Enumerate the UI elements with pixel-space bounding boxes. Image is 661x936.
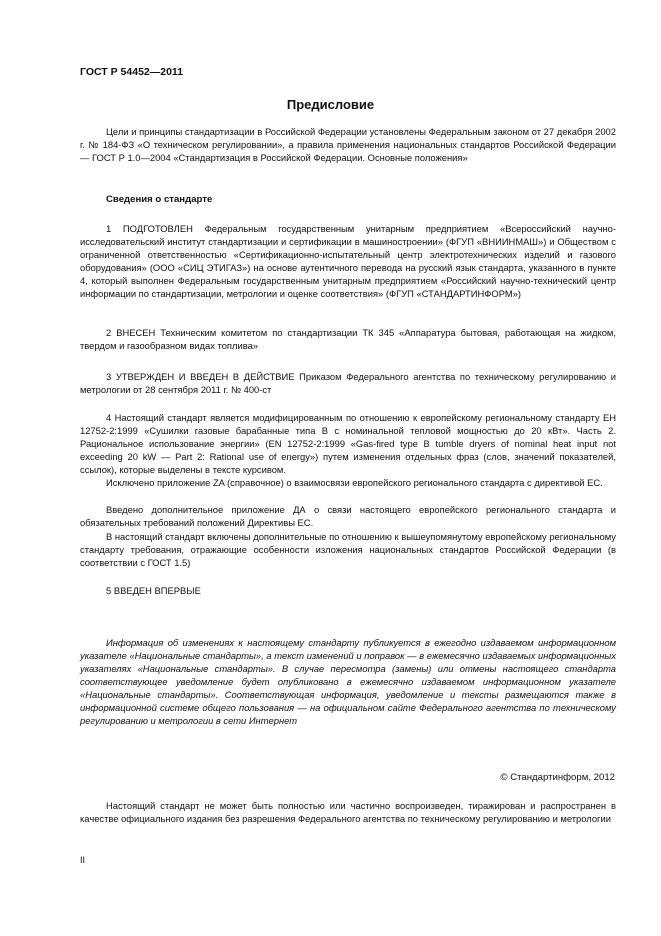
document-id: ГОСТ Р 54452—2011 (80, 66, 184, 78)
intro-paragraph: Цели и принципы стандартизации в Российской Федерации установлены Федеральным законом от 27 декабря 2002 г. № 184-ФЗ «О техническом регулировании», а правила применения национальных стандартов Российской Федерации — ГОСТ Р 1.0—2004 «Стандартизация в Российской Федерации. Основные положения» (80, 126, 616, 163)
info-notice: Информация об изменениях к настоящему стандарту публикуется в ежегодно издаваемом информационном указателе «Национальные стандарты», а текст изменений и поправок — в ежемесячно издаваемых информационных указателях «Национальные стандарты». В случае пересмотра (замены) или отмены настоящего стандарта соответствующее уведомление будет опубликовано в ежемесячно издаваемом информационном указателе «Национальные стандарты». Соответствующая информация, уведомление и тексты размещаются также в информационной системе общего пользования — на официальном сайте Федерального агентства по техническому регулированию и метрологии в сети Интернет (80, 637, 616, 726)
item-4-additional-requirements: В настоящий стандарт включены дополнительные по отношению к вышеупомянутому европейскому региональному стандарту требования, отражающие особенности изложения национальных стандартов Российской Федерации (в соответствии с ГОСТ 1.5) (80, 531, 616, 568)
item-1-prepared: 1 ПОДГОТОВЛЕН Федеральным государственным унитарным предприятием «Всероссийский научно-исследовательский институт стандартизации и сертификации в машиностроении» (ФГУП «ВНИИНМАШ») и Обществом с ограниченной ответственностью «Сертификационно-испытательный центр электротехнических изделий и газового оборудования» (ООО «СИЦ ЭТИГАЗ») на основе аутентичного перевода на русский язык стандарта, указанного в пункте 4, который выполнен Федеральным государственным унитарным предприятием «Российский научно-технический центр информации по стандартизации, метрологии и оценке соответствия» (ФГУП «СТАНДАРТИНФОРМ») (80, 223, 616, 299)
item-5-first-introduced: 5 ВВЕДЕН ВПЕРВЫЕ (106, 585, 201, 596)
item-4-modified: 4 Настоящий стандарт является модифицированным по отношению к европейскому региональному стандарту ЕН 12752-2:1999 «Сушилки газовые барабанные типа В с номинальной тепловой мощностью до 20 кВт». Часть 2. Рациональное использование энергии» (EN 12752-2:1999 «Gas-fired type B tumble dryers of nominal heat input not exceeding 20 kW — Part 2: Rational use of energy») путем изменения отдельных фраз (слов, значений показателей, ссылок), которые выделены в тексте курсивом. (80, 412, 616, 475)
page-title: Предисловие (286, 97, 375, 112)
copyright-line: © Стандартинформ, 2012 (500, 772, 615, 783)
reproduction-notice: Настоящий стандарт не может быть полностью или частично воспроизведен, тиражирован и распространен в качестве официального издания без разрешения Федерального агентства по техническому регулированию и метрологии (80, 800, 616, 824)
section-heading: Сведения о стандарте (106, 194, 213, 205)
page-number: II (80, 855, 86, 865)
item-3-approved: 3 УТВЕРЖДЕН И ВВЕДЕН В ДЕЙСТВИЕ Приказом Федерального агентства по техническому регулированию и метрологии от 28 сентября 2011 г. № 400-ст (80, 371, 616, 395)
item-4-annex-added: Введено дополнительное приложение ДА о связи настоящего европейского регионального стандарта и обязательных требований положений Директивы ЕС. (80, 504, 616, 528)
item-4-annex-excluded: Исключено приложение ZA (справочное) о взаимосвязи европейского регионального стандарта с директивой ЕС. (106, 477, 603, 488)
item-2-introduced: 2 ВНЕСЕН Техническим комитетом по стандартизации ТК 345 «Аппаратура бытовая, работающая на жидком, твердом и газообразном видах топлива» (80, 327, 616, 351)
